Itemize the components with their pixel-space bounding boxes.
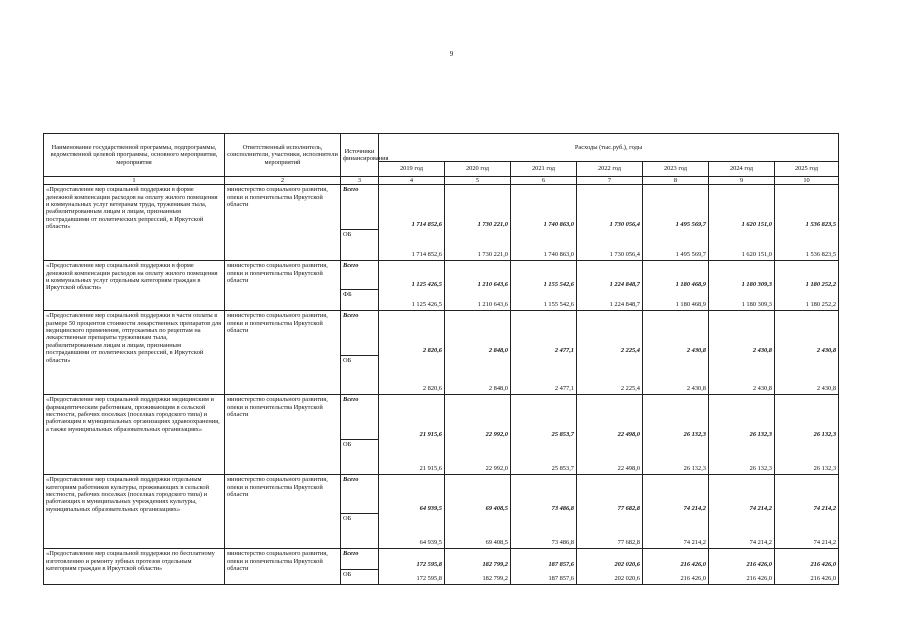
sub-value: 216 426,0 <box>746 575 772 582</box>
expense-cell <box>577 549 643 585</box>
responsible-executor: министерство социального развития, опеки и попечительства Иркутской области <box>225 261 341 311</box>
total-value: 1 536 823,5 <box>805 221 837 228</box>
sub-value: 1 730 221,0 <box>477 251 508 258</box>
source-sub-label: ОБ <box>343 515 352 523</box>
header-responsible: Ответственный исполнитель, соисполнители, участники, исполнители мероприятий <box>225 134 341 177</box>
sub-value: 1 180 252,2 <box>805 301 837 308</box>
source-sub-label: ФБ <box>343 291 352 299</box>
sub-value: 22 992,0 <box>485 465 508 472</box>
sub-value: 1 536 823,5 <box>805 251 837 258</box>
total-value: 22 992,0 <box>485 431 508 438</box>
total-value: 26 132,3 <box>813 431 837 438</box>
expense-cell <box>643 311 709 395</box>
expense-cell <box>775 185 839 261</box>
expense-cell <box>445 185 511 261</box>
sub-value: 1 730 056,4 <box>609 251 640 258</box>
sub-value: 74 214,2 <box>749 539 772 546</box>
expense-cell <box>511 185 577 261</box>
total-value: 1 730 056,4 <box>609 221 640 228</box>
expense-cell <box>643 395 709 475</box>
expense-cell <box>643 261 709 311</box>
responsible-executor: министерство социального развития, опеки и попечительства Иркутской области <box>225 549 341 585</box>
total-value: 202 020,6 <box>614 561 640 568</box>
expense-cell <box>511 549 577 585</box>
activity-name: «Предоставление мер социальной поддержки в форме денежной компенсации расходов на оплату жилого помещения и коммунальных услуг отдельным категориям граждан в Иркутской области» <box>44 261 225 311</box>
total-value: 73 486,8 <box>551 505 574 512</box>
sub-value: 77 682,8 <box>617 539 640 546</box>
total-value: 1 125 426,5 <box>411 281 442 288</box>
source-total-label: Всего <box>341 261 378 290</box>
activity-name: «Предоставление мер социальной поддержки отдельным категориям работников культуры, проживающих в сельской местности, рабочих поселках (поселках городского типа) и работающих в муниципальных учреждениях культуры, муниципальных образовательных организациях» <box>44 475 225 549</box>
sub-value: 2 477,1 <box>554 385 574 392</box>
expense-cell <box>577 311 643 395</box>
expense-cell <box>643 549 709 585</box>
responsible-executor: министерство социального развития, опеки и попечительства Иркутской области <box>225 311 341 395</box>
expense-cell <box>775 311 839 395</box>
total-value: 64 939,5 <box>419 505 442 512</box>
expense-cell <box>379 261 445 311</box>
total-value: 1 495 569,7 <box>675 221 706 228</box>
column-number: 3 <box>341 177 379 185</box>
expense-cell <box>379 395 445 475</box>
expense-cell <box>577 261 643 311</box>
funding-source <box>341 475 379 549</box>
total-value: 1 180 309,3 <box>741 281 772 288</box>
expense-cell <box>445 549 511 585</box>
total-value: 2 820,6 <box>422 347 442 354</box>
expenses-table <box>43 133 839 585</box>
source-sub-label: ОБ <box>343 441 352 449</box>
sub-value: 1 155 542,6 <box>543 301 574 308</box>
column-number: 10 <box>775 177 839 185</box>
expense-cell <box>445 261 511 311</box>
total-value: 2 848,0 <box>488 347 508 354</box>
sub-value: 2 225,4 <box>620 385 640 392</box>
table-row <box>44 261 839 311</box>
total-value: 2 477,1 <box>554 347 574 354</box>
total-value: 1 180 252,2 <box>805 281 837 288</box>
header-expenses: Расходы (тыс.руб.), годы <box>379 134 839 162</box>
activity-name: «Предоставление мер социальной поддержки в части оплаты в размере 50 процентов стоимости лекарственных препаратов для медицинского применения, отпускаемых по рецептам на лекарственные препараты труженикам тыла, реабилитированным лицам и лицам, признанным пострадавшими от политических репрессий, в Иркутской области» <box>44 311 225 395</box>
sub-value: 2 430,8 <box>686 385 706 392</box>
total-value: 2 225,4 <box>620 347 640 354</box>
header-name: Наименование государственной программы, подпрограммы, ведомственной целевой программы, основного мероприятия, мероприятия <box>44 134 225 177</box>
total-value: 216 426,0 <box>680 561 706 568</box>
total-value: 1 740 863,0 <box>543 221 574 228</box>
column-number: 8 <box>643 177 709 185</box>
expense-cell <box>511 261 577 311</box>
activity-name: «Предоставление мер социальной поддержки по бесплатному изготовлению и ремонту зубных протезов отдельным категориям граждан в Иркутской области» <box>44 549 225 585</box>
expense-cell <box>775 261 839 311</box>
total-value: 2 430,8 <box>752 347 772 354</box>
total-value: 1 620 151,0 <box>741 221 772 228</box>
responsible-executor: министерство социального развития, опеки и попечительства Иркутской области <box>225 185 341 261</box>
total-value: 69 408,5 <box>485 505 508 512</box>
total-value: 74 214,2 <box>683 505 706 512</box>
sub-value: 73 486,8 <box>551 539 574 546</box>
total-value: 22 498,0 <box>617 431 640 438</box>
expense-cell <box>379 549 445 585</box>
expense-cell <box>379 475 445 549</box>
activity-name: «Предоставление мер социальной поддержки медицинским и фармацевтическим работникам, проживающим в сельской местности, рабочих поселках (поселках городского типа) и работающим в муниципальных организациях здравоохранения, а также муниципальных образовательных организациях» <box>44 395 225 475</box>
responsible-executor: министерство социального развития, опеки и попечительства Иркутской области <box>225 475 341 549</box>
sub-value: 1 714 852,6 <box>411 251 442 258</box>
total-value: 21 915,6 <box>419 431 442 438</box>
table-row <box>44 475 839 549</box>
expense-cell <box>511 311 577 395</box>
total-value: 77 682,8 <box>617 505 640 512</box>
sub-value: 187 857,6 <box>548 575 574 582</box>
sub-value: 1 740 863,0 <box>543 251 574 258</box>
header-year: 2022 год <box>577 162 643 177</box>
header-year: 2021 год <box>511 162 577 177</box>
total-value: 172 595,8 <box>416 561 442 568</box>
funding-source <box>341 261 379 311</box>
sub-value: 26 132,3 <box>749 465 772 472</box>
source-sub-label: ОБ <box>343 357 352 365</box>
page-number: 9 <box>449 50 454 58</box>
expense-cell <box>775 475 839 549</box>
total-value: 1 714 852,6 <box>411 221 442 228</box>
expense-cell <box>445 475 511 549</box>
table-row <box>44 185 839 261</box>
sub-value: 2 820,6 <box>422 385 442 392</box>
funding-source <box>341 311 379 395</box>
source-sub-label: ОБ <box>343 231 352 239</box>
sub-value: 216 426,0 <box>810 575 837 582</box>
sub-value: 25 853,7 <box>551 465 574 472</box>
sub-value: 74 214,2 <box>683 539 706 546</box>
column-number: 4 <box>379 177 445 185</box>
source-total-label: Всего <box>341 475 378 514</box>
expense-cell <box>775 549 839 585</box>
source-total-label: Всего <box>341 549 378 570</box>
expense-cell <box>445 311 511 395</box>
sub-value: 216 426,0 <box>680 575 706 582</box>
sub-value: 22 498,0 <box>617 465 640 472</box>
sub-value: 26 132,3 <box>813 465 837 472</box>
expense-cell <box>379 185 445 261</box>
expense-cell <box>709 311 775 395</box>
total-value: 25 853,7 <box>551 431 574 438</box>
total-value: 1 224 848,7 <box>609 281 640 288</box>
total-value: 182 799,2 <box>482 561 508 568</box>
column-number: 2 <box>225 177 341 185</box>
sub-value: 1 210 643,6 <box>477 301 508 308</box>
column-number: 7 <box>577 177 643 185</box>
sub-value: 2 430,8 <box>752 385 772 392</box>
source-sub-label: ОБ <box>343 571 352 579</box>
sub-value: 21 915,6 <box>419 465 442 472</box>
expense-cell <box>709 549 775 585</box>
expense-cell <box>577 395 643 475</box>
expense-cell <box>379 311 445 395</box>
expense-cell <box>577 185 643 261</box>
funding-source <box>341 549 379 585</box>
total-value: 26 132,3 <box>683 431 706 438</box>
responsible-executor: министерство социального развития, опеки и попечительства Иркутской области <box>225 395 341 475</box>
expense-cell <box>445 395 511 475</box>
column-number: 1 <box>44 177 225 185</box>
total-value: 1 210 643,6 <box>477 281 508 288</box>
total-value: 74 214,2 <box>813 505 837 512</box>
expense-cell <box>643 185 709 261</box>
expense-cell <box>775 395 839 475</box>
header-source: Источники финансирования <box>341 134 379 177</box>
header-year: 2025 год <box>775 162 839 177</box>
sub-value: 202 020,6 <box>614 575 640 582</box>
expense-cell <box>511 395 577 475</box>
expense-cell <box>709 261 775 311</box>
total-value: 26 132,3 <box>749 431 772 438</box>
expense-cell <box>577 475 643 549</box>
sub-value: 1 125 426,5 <box>411 301 442 308</box>
table-row <box>44 395 839 475</box>
total-value: 74 214,2 <box>749 505 772 512</box>
expense-cell <box>511 475 577 549</box>
expense-cell <box>709 185 775 261</box>
expense-cell <box>709 395 775 475</box>
column-number: 5 <box>445 177 511 185</box>
column-number: 9 <box>709 177 775 185</box>
total-value: 1 180 468,9 <box>675 281 706 288</box>
table-row <box>44 311 839 395</box>
header-year: 2024 год <box>709 162 775 177</box>
sub-value: 64 939,5 <box>419 539 442 546</box>
column-number: 6 <box>511 177 577 185</box>
total-value: 216 426,0 <box>810 561 837 568</box>
total-value: 2 430,8 <box>686 347 706 354</box>
sub-value: 1 620 151,0 <box>741 251 772 258</box>
header-year: 2023 год <box>643 162 709 177</box>
sub-value: 1 495 569,7 <box>675 251 706 258</box>
source-total-label: Всего <box>341 185 378 230</box>
sub-value: 1 224 848,7 <box>609 301 640 308</box>
expense-cell <box>709 475 775 549</box>
funding-source <box>341 185 379 261</box>
sub-value: 2 848,0 <box>488 385 508 392</box>
funding-source <box>341 395 379 475</box>
table-row <box>44 549 839 585</box>
source-total-label: Всего <box>341 395 378 440</box>
total-value: 2 430,8 <box>816 347 837 354</box>
total-value: 187 857,6 <box>548 561 574 568</box>
total-value: 1 155 542,6 <box>543 281 574 288</box>
header-year: 2019 год <box>379 162 445 177</box>
sub-value: 2 430,8 <box>816 385 837 392</box>
sub-value: 1 180 309,3 <box>741 301 772 308</box>
total-value: 216 426,0 <box>746 561 772 568</box>
activity-name: «Предоставление мер социальной поддержки в форме денежной компенсации расходов на оплату жилого помещения и коммунальных услуг ветеранам труда, труженикам тыла, реабилитированным лицам и лицам, признанным пострадавшими от политических репрессий, в Иркутской области» <box>44 185 225 261</box>
sub-value: 172 595,8 <box>416 575 442 582</box>
sub-value: 74 214,2 <box>813 539 837 546</box>
sub-value: 182 799,2 <box>482 575 508 582</box>
source-total-label: Всего <box>341 311 378 356</box>
expense-cell <box>643 475 709 549</box>
sub-value: 26 132,3 <box>683 465 706 472</box>
header-year: 2020 год <box>445 162 511 177</box>
sub-value: 69 408,5 <box>485 539 508 546</box>
total-value: 1 730 221,0 <box>477 221 508 228</box>
sub-value: 1 180 468,9 <box>675 301 706 308</box>
